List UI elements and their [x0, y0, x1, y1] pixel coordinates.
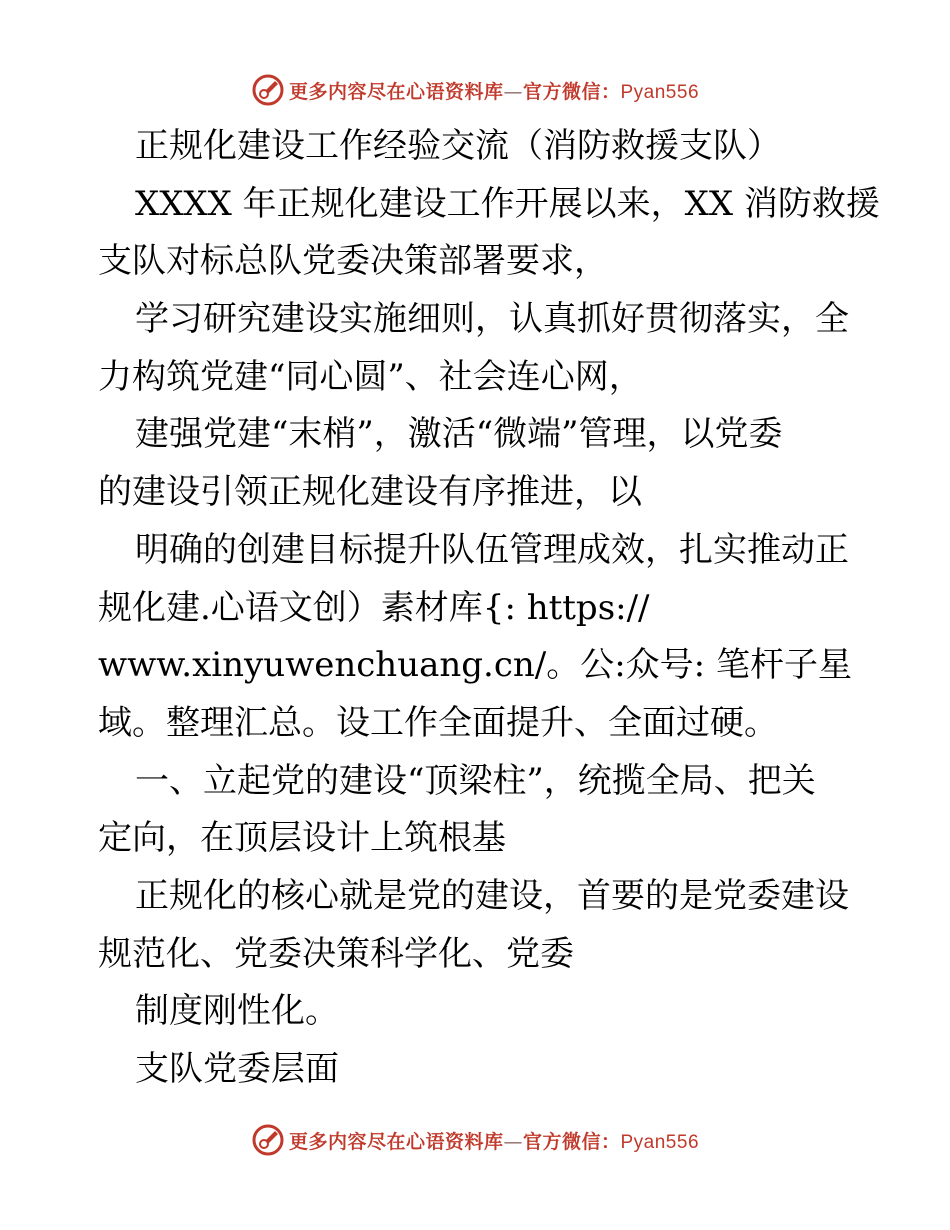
section-heading: 定向，在顶层设计上筑根基 [98, 818, 506, 859]
paragraph-line: 的建设引领正规化建设有序推进，以 [98, 472, 642, 513]
paragraph-line: www.xinyuwenchuang.cn/。公:众号: 笔杆子星 [98, 645, 852, 686]
logo-icon [251, 1123, 285, 1157]
banner-text: 更多内容尽在心语资料库—官方微信：Pyan556 [288, 1130, 700, 1153]
document-title: 正规化建设工作经验交流（消防救援支队） [135, 126, 781, 166]
paragraph-line: XXXX 年正规化建设工作开展以来，XX 消防救援 [135, 183, 880, 224]
paragraph-line: 力构筑党建“同心圆”、社会连心网， [98, 356, 643, 397]
paragraph-line: 支队对标总队党委决策部署要求， [98, 241, 608, 282]
section-heading: 一、立起党的建设“顶梁柱”，统揽全局、把关 [135, 760, 816, 801]
paragraph-line: 制度刚性化。 [135, 991, 339, 1032]
document-body [98, 118, 880, 1099]
paragraph-line: 支队党委层面 [135, 1049, 339, 1089]
paragraph-line: 学习研究建设实施细则，认真抓好贯彻落实，全 [135, 299, 849, 340]
paragraph-line: 规范化、党委决策科学化、党委 [98, 933, 574, 974]
paragraph-line: 规化建.心语文创）素材库{: https:// [98, 587, 650, 628]
logo-icon [251, 73, 285, 107]
paragraph-line: 正规化的核心就是党的建设，首要的是党委建设 [135, 875, 849, 916]
header-banner [0, 70, 950, 110]
paragraph-line: 域。整理汇总。设工作全面提升、全面过硬。 [98, 702, 778, 743]
footer-banner [0, 1120, 950, 1160]
banner-text: 更多内容尽在心语资料库—官方微信：Pyan556 [288, 80, 700, 103]
paragraph-line: 建强党建“末梢”，激活“微端”管理，以党委 [135, 414, 783, 455]
paragraph-line: 明确的创建目标提升队伍管理成效，扎实推动正 [135, 529, 849, 570]
